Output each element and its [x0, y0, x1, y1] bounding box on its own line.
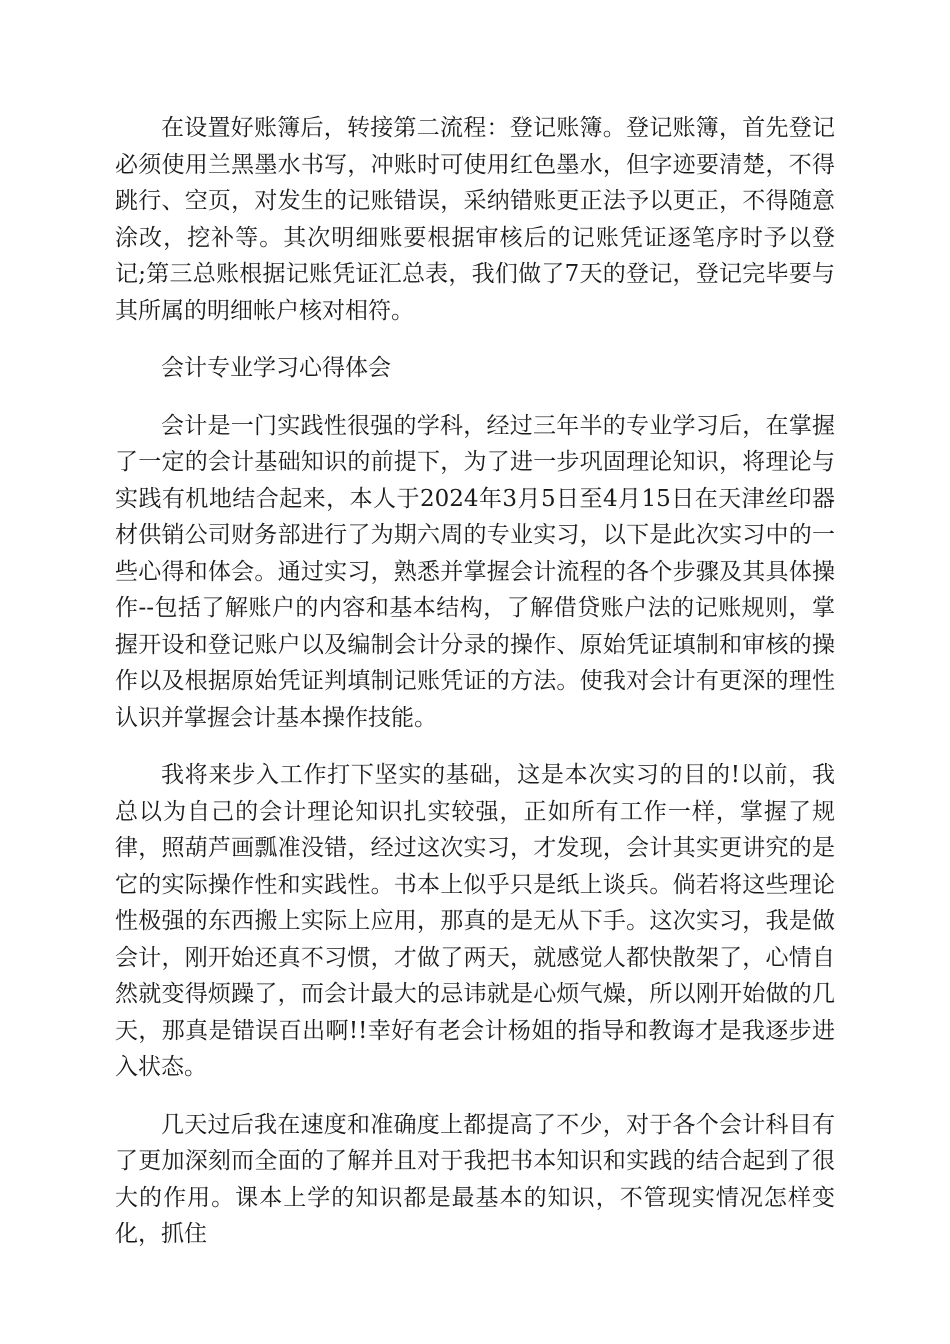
paragraph-ledger-registration: 在设置好账簿后，转接第二流程：登记账簿。登记账簿，首先登记必须使用兰黑墨水书写，冲账时可使用红色墨水，但字迹要清楚，不得跳行、空页，对发生的记账错误，采纳错账更正法予以更正，不得随意涂改，挖补等。其次明细账要根据审核后的记账凭证逐笔序时予以登记;第三总账根据记账凭证汇总表，我们做了7天的登记，登记完毕要与其所属的明细帐户核对相符。	[115, 115, 835, 324]
section-heading: 会计专业学习心得体会	[161, 355, 391, 381]
paragraph-internship-reflection: 我将来步入工作打下坚实的基础，这是本次实习的目的!以前，我总以为自己的会计理论知识扎实较强，正如所有工作一样，掌握了规律，照葫芦画瓢准没错，经过这次实习，才发现，会计其实更讲究的是它的实际操作性和实践性。书本上似乎只是纸上谈兵。倘若将这些理论性极强的东西搬上实际上应用，那真的是无从下手。这次实习，我是做会计，刚开始还真不习惯，才做了两天，就感觉人都快散架了，心情自然就变得烦躁了，而会计最大的忌讳就是心烦气燥，所以刚开始做的几天，那真是错误百出啊!!幸好有老会计杨姐的指导和教诲才是我逐步进入状态。	[115, 762, 835, 1080]
document-body	[115, 110, 835, 1274]
paragraph-internship-intro: 会计是一门实践性很强的学科，经过三年半的专业学习后，在掌握了一定的会计基础知识的前提下，为了进一步巩固理论知识，将理论与实践有机地结合起来，本人于2024年3月5日至4月15日在天津丝印器材供销公司财务部进行了为期六周的专业实习，以下是此次实习中的一些心得和体会。通过实习，熟悉并掌握会计流程的各个步骤及其具体操作--包括了解账户的内容和基本结构，了解借贷账户法的记账规则，掌握开设和登记账户以及编制会计分录的操作、原始凭证填制和审核的操作以及根据原始凭证判填制记账凭证的方法。使我对会计有更深的理性认识并掌握会计基本操作技能。	[115, 412, 835, 731]
paragraph-progress: 几天过后我在速度和准确度上都提高了不少，对于各个会计科目有了更加深刻而全面的了解并且对于我把书本知识和实践的结合起到了很大的作用。课本上学的知识都是最基本的知识，不管现实情况怎样变化，抓住	[115, 1111, 835, 1247]
